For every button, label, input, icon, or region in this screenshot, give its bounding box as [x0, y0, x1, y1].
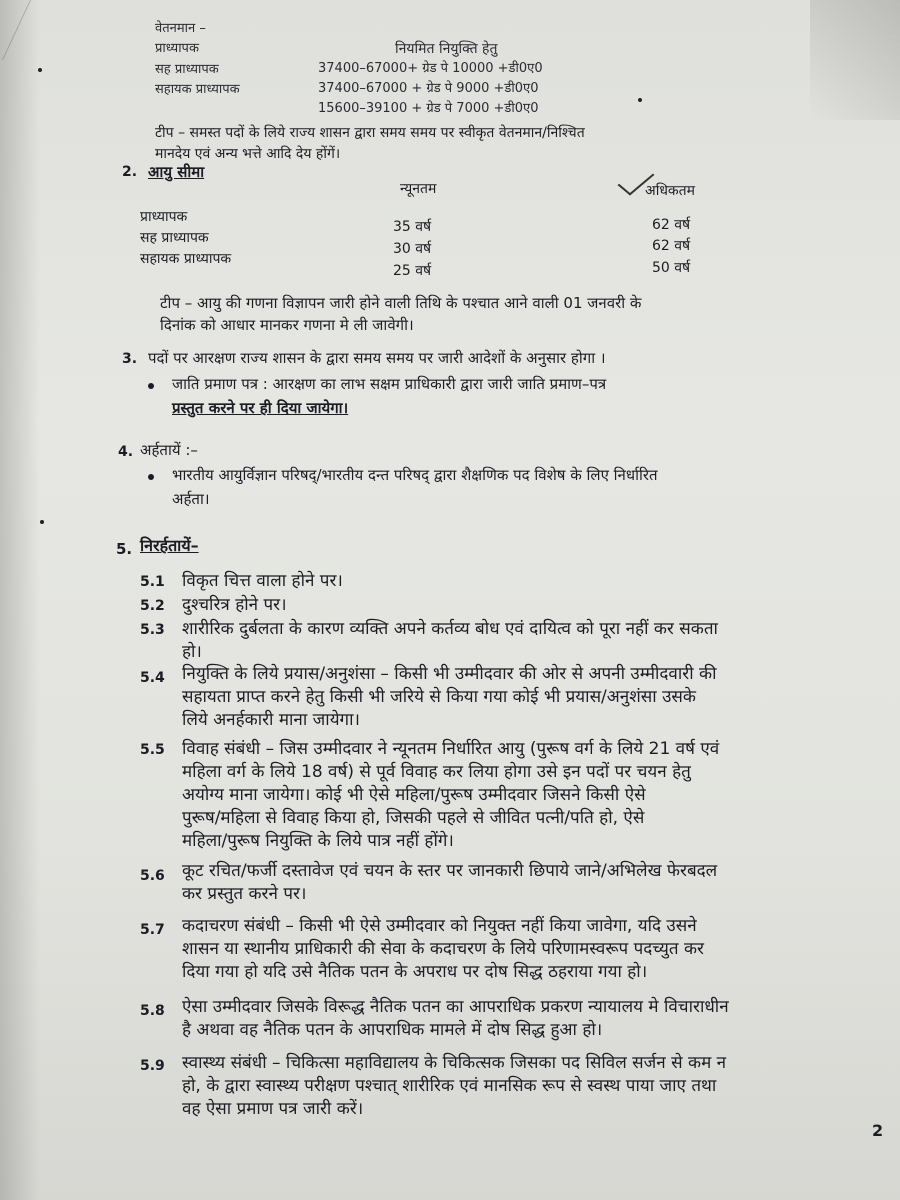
item-line: कर प्रस्तुत करने पर।: [182, 884, 307, 904]
item-number: 5.5: [140, 742, 165, 758]
shadow-left: [0, 0, 40, 1200]
reservation-bullet-line: जाति प्रमाण पत्र : आरक्षण का लाभ सक्षम प्राधिकारी द्वारा जारी जाति प्रमाण–पत्र: [172, 375, 607, 393]
pay-heading: वेतनमान –: [155, 21, 206, 36]
section-number: 5.: [116, 540, 133, 558]
item-number: 5.2: [140, 598, 165, 614]
item-line: पुरूष/महिला से विवाह किया हो, जिसकी पहले से जीवित पत्नी/पति हो, ऐसे: [182, 808, 645, 828]
item-line: अयोग्य माना जायेगा। कोई भी ऐसे महिला/पुरूष उम्मीदवार जिसने किसी ऐसे: [182, 785, 646, 805]
pay-column-title: नियमित नियुक्ति हेतु: [395, 41, 498, 57]
item-number: 5.9: [140, 1058, 165, 1074]
item-line: महिला/पुरूष नियुक्ति के लिये पात्र नहीं होंगे।: [182, 831, 454, 851]
item-number: 5.3: [140, 622, 165, 638]
age-post: सहायक प्राध्यापक: [140, 251, 232, 267]
section-title-disqualifications: निरर्हतायें–: [140, 536, 199, 555]
bullet-icon: [148, 474, 154, 480]
item-line: शारीरिक दुर्बलता के कारण व्यक्ति अपने कर्तव्य बोध एवं दायित्व को पूरा नहीं कर सकता: [182, 619, 718, 639]
age-post: सह प्राध्यापक: [140, 230, 209, 246]
item-line: हो।: [182, 642, 202, 662]
item-line: वह ऐसा प्रमाण पत्र जारी करें।: [182, 1099, 364, 1119]
item-line: विवाह संबंधी – जिस उम्मीदवार ने न्यूनतम निर्धारित आयु (पुरूष वर्ग के लिये 21 वर्ष एवं: [182, 739, 720, 759]
item-number: 5.6: [140, 868, 165, 884]
item-line: दिया गया हो यदि उसे नैतिक पतन के अपराध पर दोष सिद्ध ठहराया गया हो।: [182, 962, 648, 982]
speck: [638, 98, 642, 102]
pay-post: प्राध्यापक: [155, 41, 199, 56]
item-line: कदाचरण संबंधी – किसी भी ऐसे उम्मीदवार को नियुक्त नहीं किया जावेगा, यदि उसने: [182, 916, 697, 936]
shadow-corner: [810, 0, 900, 120]
item-line: शासन या स्थानीय प्राधिकारी की सेवा के कदाचरण के लिये परिणामस्वरूप पदच्युत कर: [182, 939, 704, 959]
item-line: कूट रचित/फर्जी दस्तावेज एवं चयन के स्तर पर जानकारी छिपाये जाने/अभिलेख फेरबदल: [182, 861, 718, 881]
pay-note-line: टीप – समस्त पदों के लिये राज्य शासन द्वारा समय समय पर स्वीकृत वेतनमान/निश्चित: [155, 125, 585, 141]
bullet-icon: [148, 383, 154, 389]
speck: [38, 68, 42, 72]
reservation-text: पदों पर आरक्षण राज्य शासन के द्वारा समय समय पर जारी आदेशों के अनुसार होगा ।: [148, 349, 606, 367]
item-line: ऐसा उम्मीदवार जिसके विरूद्ध नैतिक पतन का आपराधिक प्रकरण न्यायालय मे विचाराधीन: [182, 997, 729, 1017]
item-line: दुश्चरित्र होने पर।: [182, 595, 287, 615]
age-note-line: दिनांक को आधार मानकर गणना मे ली जावेगी।: [160, 316, 414, 334]
pay-scale: 37400–67000+ ग्रेड पे 10000 +डी0ए0: [318, 61, 543, 76]
age-max-label: अधिकतम: [645, 183, 696, 199]
pay-scale: 15600–39100 + ग्रेड पे 7000 +डी0ए0: [318, 101, 539, 116]
section-number: 3.: [122, 351, 138, 367]
item-line: सहायता प्राप्त करने हेतु किसी भी जरिये से किया गया कोई भी प्रयास/अनुशंसा उसके: [182, 687, 696, 707]
age-max: 50 वर्ष: [652, 260, 691, 276]
qualification-bullet-line: अर्हता।: [172, 490, 210, 508]
age-min: 35 वर्ष: [393, 219, 432, 235]
section-number: 2.: [122, 164, 138, 180]
section-title-age: आयु सीमा: [148, 163, 205, 181]
pay-post: सहायक प्राध्यापक: [155, 82, 240, 97]
age-min: 25 वर्ष: [393, 263, 432, 279]
age-max: 62 वर्ष: [652, 217, 691, 233]
item-number: 5.1: [140, 574, 165, 590]
item-number: 5.4: [140, 670, 165, 686]
pay-note-line: मानदेय एवं अन्य भत्ते आदि देय होंगें।: [155, 146, 341, 162]
item-line: हो, के द्वारा स्वास्थ्य परीक्षण पश्चात् शारीरिक एवं मानसिक रूप से स्वस्थ पाया जाए तथा: [182, 1076, 717, 1096]
age-note-line: टीप – आयु की गणना विज्ञापन जारी होने वाली तिथि के पश्चात आने वाली 01 जनवरी के: [160, 294, 642, 312]
item-line: स्वास्थ्य संबंधी – चिकित्सा महाविद्यालय के चिकित्सक जिसका पद सिविल सर्जन से कम न: [182, 1053, 727, 1073]
qualification-bullet-line: भारतीय आयुर्विज्ञान परिषद्/भारतीय दन्त परिषद् द्वारा शैक्षणिक पद विशेष के लिए निर्धारित: [172, 466, 658, 484]
speck: [40, 520, 44, 524]
item-line: विकृत चित्त वाला होने पर।: [182, 571, 343, 591]
item-number: 5.7: [140, 922, 165, 938]
age-post: प्राध्यापक: [140, 209, 188, 225]
pay-scale: 37400–67000 + ग्रेड पे 9000 +डी0ए0: [318, 81, 539, 96]
item-line: है अथवा वह नैतिक पतन के आपराधिक मामले में दोष सिद्ध हुआ हो।: [182, 1020, 603, 1040]
page-number: 2: [872, 1121, 884, 1140]
item-line: महिला वर्ग के लिये 18 वर्ष) से पूर्व विवाह कर लिया होगा उसे इन पदों पर चयन हेतु: [182, 762, 691, 782]
age-max: 62 वर्ष: [652, 238, 691, 254]
section-number: 4.: [118, 444, 134, 460]
item-line: लिये अनर्हकारी माना जायेगा।: [182, 710, 360, 730]
pay-post: सह प्राध्यापक: [155, 62, 219, 77]
age-min: 30 वर्ष: [393, 241, 432, 257]
item-line: नियुक्ति के लिये प्रयास/अनुशंसा – किसी भी उम्मीदवार की ओर से अपनी उम्मीदवारी की: [182, 664, 717, 684]
age-min-label: न्यूनतम: [400, 181, 437, 197]
item-number: 5.8: [140, 1003, 165, 1019]
reservation-bullet-line: प्रस्तुत करने पर ही दिया जायेगा।: [172, 399, 349, 417]
section-title-qualifications: अर्हतायें :–: [140, 441, 198, 459]
